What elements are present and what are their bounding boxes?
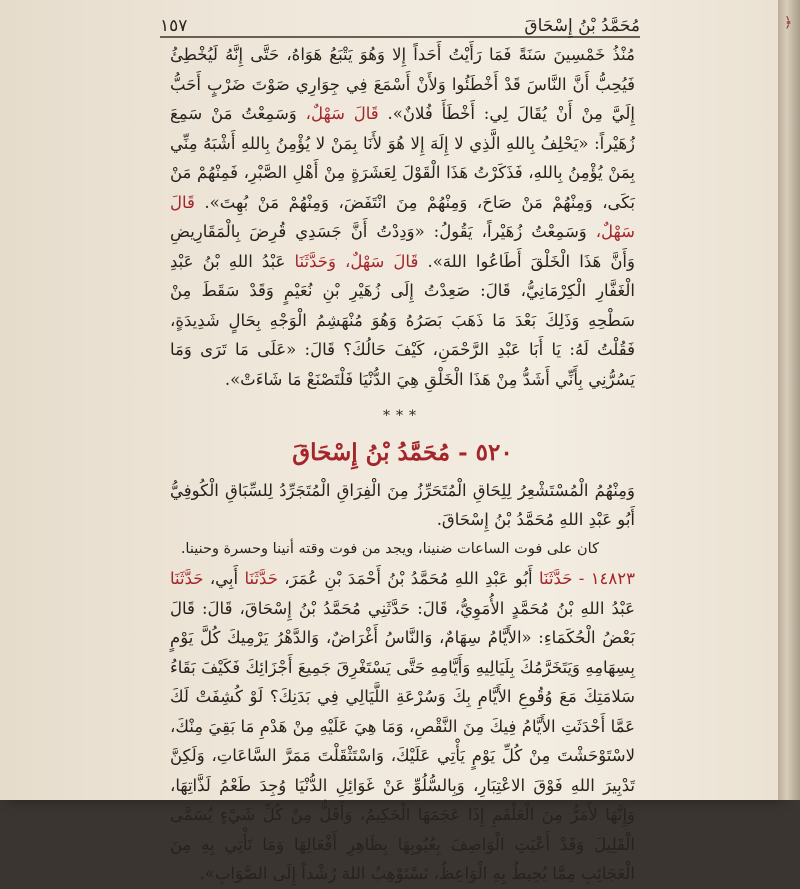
facing-page-edge xyxy=(778,0,800,800)
rubric-text: قَالَ سَهْلٌ، xyxy=(305,104,379,123)
rubric-text: قَالَ سَهْلٌ، وَحَدَّثَنَا xyxy=(294,251,419,271)
page-body xyxy=(170,40,635,889)
red-mark-icon: ﴿ xyxy=(784,15,793,31)
paragraph-note: كان على فوت الساعات ضنينا، ويجد من فوت وقته أنينا وحسرة وحنينا. xyxy=(180,540,599,557)
body-text: أَبِي، xyxy=(203,569,245,588)
body-text: وَسَمِعْتُ زُهَيْراً، يَقُولُ: «وَدِدْتُ أَنَّ جَسَدِي قُرِضَ بِالْمَقَارِيضِ وَأَنَّ هَذَا الْخَلْقَ أَطَاعُوا اللهَ». xyxy=(170,222,635,271)
rubric-text: قَالَ سَهْلٌ، xyxy=(170,192,635,241)
rubric-text: حَدَّثَنَا xyxy=(170,569,204,588)
body-text: عَبْدُ اللهِ بْنُ مُحَمَّدٍ الأُمَوِيُّ، قَالَ: حَدَّثَنِي مُحَمَّدُ بْنُ إِسْحَاقَ، قَالَ: قَالَ بَعْضُ الْحُكَمَاءِ: «الأَيَّامُ سِهَامٌ، وَالنَّاسُ أَغْرَاضٌ، وَالدَّهْرُ يَرْمِيكَ كُلَّ يَوْمٍ بِسِهَامِهِ وَيَتَخَرَّمُكَ بِلَيَالِيهِ وَأَيَّامِهِ حَتَّى يَسْتَغْرِقَ جَمِيعَ أَجْزَائِكَ فَكَيْفَ بَقَاءُ سَلامَتِكَ مَعَ وُقُوعِ الأَيَّامِ بِكَ وَسُرْعَةِ اللَّيَالِي فِي بَدَنِكَ؟ لَوْ كُشِفَتْ لَكَ عَمَّا أَحْدَثَتِ الأَيَّامُ فِيكَ مِنَ النَّقْصِ، وَمَا هِيَ عَلَيْهِ مِنْ هَدْمِ مَا بَقِيَ مِنْكَ، لاسْتَوْحَشْتَ مِنْ كُلِّ يَوْمٍ يَأْتِي عَلَيْكَ، وَاسْتَثْقَلْتَ مَمَرَّ السَّاعَاتِ، وَلَكِنَّ تَدْبِيرَ اللهِ فَوْقَ الاعْتِبَارِ، وَبِالسُّلُوِّ عَنْ غَوَائِلِ الدُّنْيَا وُجِدَ طَعْمُ لَذَّاتِهَا، وَإِنَّهَا لأَمَرُّ مِنَ الْعَلْقَمِ إِذَا عَجَمَهَا الْحَكِيمُ، وَأَقَلُّ مِنْ كُلِّ شَيْءٍ يُسَمَّى الْقَلِيلَ وَقَدْ أَعْيَتِ الْوَاصِفَ بِعُيُوبِهَا بِظَاهِرِ أَفْعَالِهَا وَمَا تَأْتِي بِهِ مِنَ الْعَجَائِبِ مِمَّا يُحِيطُ بِهِ الْوَاعِظُ، نَسْتَوْهِبُ اللهَ رُشْداً إِلَى الصَّوَابِ». xyxy=(170,598,635,883)
body-text: عَبْدُ اللهِ بْنُ عَبْدِ الْغَفَّارِ الْكِرْمَانِيُّ، قَالَ: صَعِدْتُ إِلَى زُهَيْرِ بْنِ نُعَيْمٍ وَقَدْ سَقَطَ مِنْ سَطْحِهِ وَذَلِكَ بَعْدَ مَا ذَهَبَ بَصَرُهُ وَهُوَ مُنْهَشِمُ الْوَجْهِ بِحَالٍ شَدِيدَةٍ، فَقُلْتُ لَهُ: يَا أَبَا عَبْدِ الرَّحْمَنِ، كَيْفَ حَالُكَ؟ قَالَ: «عَلَى مَا تَرَى وَمَا يَسُرُّنِي بِأَنِّي أَشَدُّ مِنْ هَذَا الْخَلْقِ هِيَ الدُّنْيَا فَلْتَصْنَعْ مَا شَاءَتْ». xyxy=(170,251,635,389)
paragraph-intro: وَمِنْهُمُ الْمُسْتَشْعِرُ لِلِحَاقِ الْمُتَحَرِّزُ مِنَ الْفِرَاقِ الْمُتَجَرِّدُ لِلسِّبَاقِ الْكُوفِيُّ أَبُو عَبْدِ اللهِ مُحَمَّدُ بْنُ إِسْحَاقَ. xyxy=(170,480,635,529)
page-number: ١٥٧ xyxy=(160,16,188,36)
running-title: مُحَمَّدُ بْنُ إِسْحَاقَ xyxy=(524,16,640,36)
page-header xyxy=(160,8,640,38)
body-text: وَسَمِعْتُ مَنْ سَمِعَ زُهَيْراً: «يَحْلِفُ بِاللهِ الَّذِي لا إِلَهَ إِلا هُوَ لأَنَا بِمَنْ لا يُؤْمِنُ بِاللهِ أَشْبَهُ مِنِّي بِمَنْ يُؤْمِنُ بِاللهِ، فَذَكَرْتُ هَذَا الْقَوْلَ لِعَشَرَةٍ مِنْ أَهْلِ الصَّبْرِ، فَمِنْهُمْ مَنْ بَكَى، وَمِنْهُمْ مَنْ صَاحَ، وَمِنْهُمْ مِنَ انْتَفَضَ، وَمِنْهُمْ مَنْ بُهِتَ». xyxy=(170,104,635,212)
body-text: أَبُو عَبْدِ اللهِ مُحَمَّدُ بْنُ أَحْمَدَ بْنِ عُمَرَ، xyxy=(277,569,539,588)
rubric-text: ١٤٨٢٣ - حَدَّثَنَا xyxy=(538,569,635,588)
paragraph-hadith xyxy=(170,564,635,889)
entry-title: ٥٢٠ - مُحَمَّدُ بْنُ إِسْحَاقَ xyxy=(292,438,513,466)
body-text: مُنْذُ خَمْسِينَ سَنَةً فَمَا رَأَيْتُ أَحَداً إِلا وَهُوَ يَتْبَعُ هَوَاهُ، حَتَّى إِنَّهُ لَيُخْطِئُ فَيُحِبُّ أَنَّ النَّاسَ قَدْ أَخْطَئُوا وَلأَنْ أَسْمَعَ فِي جِوَارِي صَوْتَ ضَرْبٍ أَحَبُّ إِلَيَّ مِنْ أَنْ يُقَالَ لِي: أَخْطَأَ فُلانٌ». xyxy=(170,45,636,123)
paragraph-zuhayr xyxy=(170,40,635,394)
rubric-text: حَدَّثَنَا xyxy=(244,569,278,588)
section-separator: *** xyxy=(383,408,422,424)
